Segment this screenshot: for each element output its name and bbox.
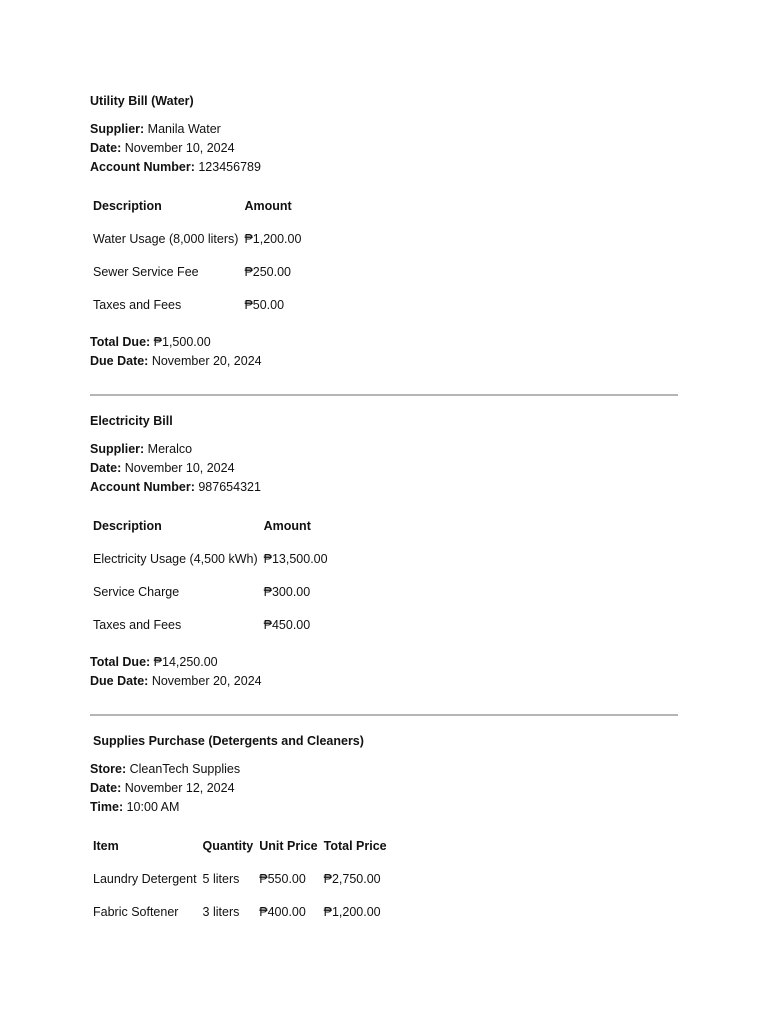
charges-table: [90, 509, 331, 641]
supplies-purchase-section: [90, 732, 678, 928]
date-value: November 10, 2024: [124, 461, 235, 475]
column-header: Amount: [244, 198, 292, 213]
description-cell: Water Usage (8,000 liters): [93, 231, 239, 246]
description-cell: Taxes and Fees: [93, 617, 182, 632]
bill-meta: [90, 440, 678, 497]
column-header: Item: [93, 838, 119, 853]
amount-cell: ₱450.00: [263, 617, 311, 632]
store-line: [90, 760, 678, 779]
account-value: 987654321: [198, 480, 261, 494]
total-value: ₱1,500.00: [153, 335, 211, 349]
amount-cell: ₱13,500.00: [263, 551, 328, 566]
section-title: Electricity Bill: [90, 414, 173, 428]
date-value: November 12, 2024: [124, 781, 235, 795]
date-line: [90, 139, 678, 158]
column-header: Description: [93, 198, 162, 213]
description-cell: Sewer Service Fee: [93, 264, 199, 279]
total-price-cell: ₱2,750.00: [323, 871, 381, 886]
supplier-label: Supplier:: [90, 122, 145, 136]
due-date-line: [90, 352, 678, 371]
item-cell: Laundry Detergent: [93, 871, 197, 886]
due-date-label: Due Date:: [90, 354, 149, 368]
total-label: Total Due:: [90, 655, 151, 669]
table-row: [90, 895, 390, 928]
date-label: Date:: [90, 461, 122, 475]
table-row: [90, 862, 390, 895]
total-price-cell: ₱1,200.00: [323, 904, 381, 919]
bill-totals: [90, 333, 678, 371]
column-header: Total Price: [323, 838, 387, 853]
column-header: Description: [93, 518, 162, 533]
account-line: [90, 478, 678, 497]
date-line: [90, 459, 678, 478]
table-header-row: [90, 509, 331, 542]
supplier-label: Supplier:: [90, 442, 145, 456]
table-row: [90, 608, 331, 641]
table-row: [90, 222, 304, 255]
table-row: [90, 542, 331, 575]
total-due-line: [90, 333, 678, 352]
purchase-meta: [90, 760, 678, 817]
bill-meta: [90, 120, 678, 177]
time-value: 10:00 AM: [126, 800, 180, 814]
account-label: Account Number:: [90, 480, 195, 494]
column-header: Quantity: [202, 838, 254, 853]
section-title: Supplies Purchase (Detergents and Cleaners): [93, 734, 364, 748]
table-header-row: [90, 189, 304, 222]
store-label: Store:: [90, 762, 127, 776]
total-due-line: [90, 653, 678, 672]
description-cell: Service Charge: [93, 584, 180, 599]
date-label: Date:: [90, 141, 122, 155]
account-value: 123456789: [198, 160, 261, 174]
unit-price-cell: ₱550.00: [259, 871, 306, 886]
time-label: Time:: [90, 800, 124, 814]
quantity-cell: 5 liters: [202, 871, 240, 886]
date-label: Date:: [90, 781, 122, 795]
amount-cell: ₱300.00: [263, 584, 311, 599]
column-header: Amount: [263, 518, 311, 533]
amount-cell: ₱250.00: [244, 264, 292, 279]
supplier-value: Meralco: [147, 442, 193, 456]
amount-cell: ₱1,200.00: [244, 231, 302, 246]
supplier-line: [90, 120, 678, 139]
table-row: [90, 255, 304, 288]
quantity-cell: 3 liters: [202, 904, 240, 919]
section-divider: [90, 394, 678, 396]
account-label: Account Number:: [90, 160, 195, 174]
date-line: [90, 779, 678, 798]
item-cell: Fabric Softener: [93, 904, 179, 919]
due-date-value: November 20, 2024: [151, 354, 262, 368]
table-row: [90, 288, 304, 321]
due-date-line: [90, 672, 678, 691]
column-header: Unit Price: [259, 838, 318, 853]
total-label: Total Due:: [90, 335, 151, 349]
water-bill-section: [90, 92, 678, 371]
amount-cell: ₱50.00: [244, 297, 285, 312]
description-cell: Electricity Usage (4,500 kWh): [93, 551, 258, 566]
time-line: [90, 798, 678, 817]
purchase-table: [90, 829, 390, 928]
table-row: [90, 575, 331, 608]
date-value: November 10, 2024: [124, 141, 235, 155]
bill-totals: [90, 653, 678, 691]
section-divider: [90, 714, 678, 716]
table-header-row: [90, 829, 390, 862]
due-date-value: November 20, 2024: [151, 674, 262, 688]
section-title: Utility Bill (Water): [90, 94, 194, 108]
account-line: [90, 158, 678, 177]
unit-price-cell: ₱400.00: [259, 904, 306, 919]
due-date-label: Due Date:: [90, 674, 149, 688]
total-value: ₱14,250.00: [153, 655, 218, 669]
supplier-value: Manila Water: [147, 122, 221, 136]
supplier-line: [90, 440, 678, 459]
document: [90, 92, 678, 940]
store-value: CleanTech Supplies: [129, 762, 241, 776]
electricity-bill-section: [90, 412, 678, 691]
description-cell: Taxes and Fees: [93, 297, 182, 312]
charges-table: [90, 189, 304, 321]
